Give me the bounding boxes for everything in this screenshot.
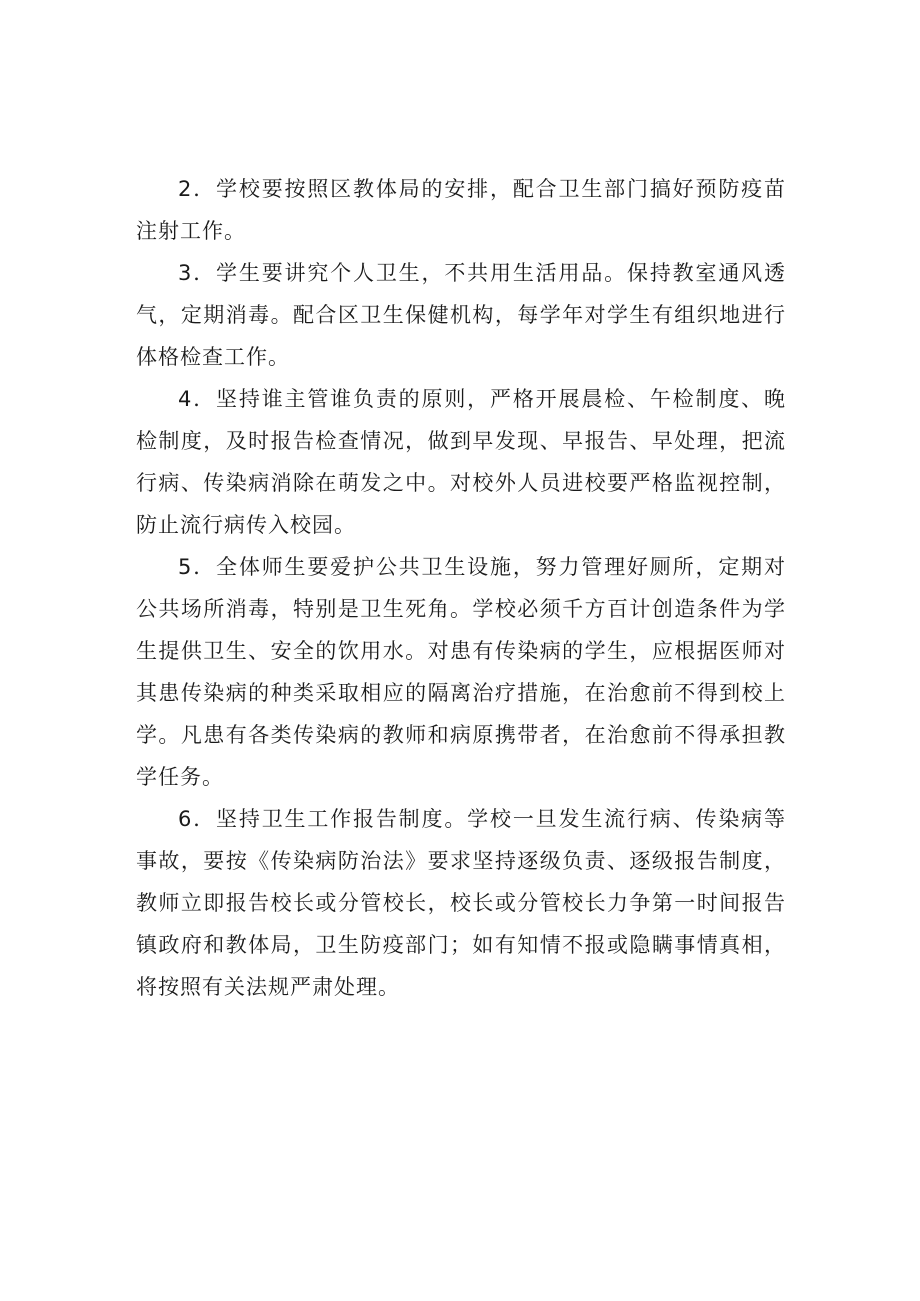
paragraph-item-2: 2．学校要按照区教体局的安排，配合卫生部门搞好预防疫苗注射工作。 xyxy=(136,177,786,243)
paragraph-item-5: 5．全体师生要爱护公共卫生设施，努力管理好厕所，定期对公共场所消毒，特别是卫生死角。学校必须千方百计创造条件为学生提供卫生、安全的饮用水。对患有传染病的学生，应根据医师对其患传染病的种类采取相应的隔离治疗措施，在治愈前不得到校上学。凡患有各类传染病的教师和病原携带者，在治愈前不得承担教学任务。 xyxy=(136,555,786,789)
paragraph-item-4: 4．坚持谁主管谁负责的原则，严格开展晨检、午检制度、晚检制度，及时报告检查情况，做到早发现、早报告、早处理，把流行病、传染病消除在萌发之中。对校外人员进校要严格监视控制，防止流行病传入校园。 xyxy=(136,387,786,537)
document-body xyxy=(136,168,786,1008)
paragraph-item-3: 3．学生要讲究个人卫生，不共用生活用品。保持教室通风透气，定期消毒。配合区卫生保健机构，每学年对学生有组织地进行体格检查工作。 xyxy=(136,261,786,369)
paragraph-item-6: 6．坚持卫生工作报告制度。学校一旦发生流行病、传染病等事故，要按《传染病防治法》要求坚持逐级负责、逐级报告制度，教师立即报告校长或分管校长，校长或分管校长力争第一时间报告镇政府和教体局，卫生防疫部门；如有知情不报或隐瞒事情真相，将按照有关法规严肃处理。 xyxy=(136,807,786,999)
